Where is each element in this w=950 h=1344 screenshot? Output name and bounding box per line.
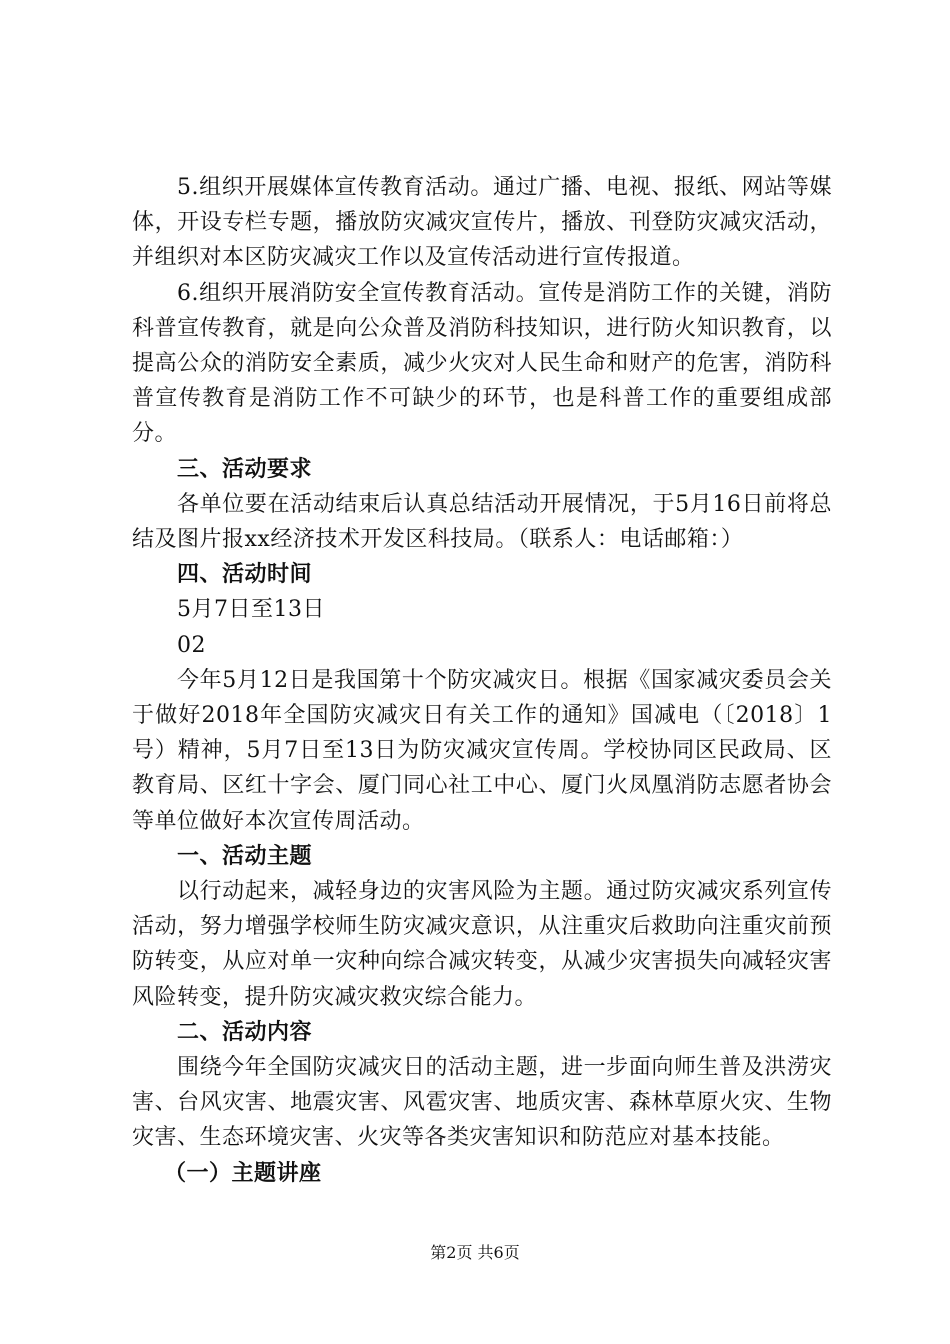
heading-requirements: 三、活动要求	[177, 456, 313, 482]
subheading-lecture: （一）主题讲座	[164, 1160, 322, 1186]
heading-activity-theme: 一、活动主题	[177, 843, 313, 869]
section-number: 02	[177, 632, 206, 658]
paragraph-fire-safety: 6.组织开展消防安全宣传教育活动。宣传是消防工作的关键，消防科普宣传教育，就是向公众普及消防科技知识，进行防火知识教育，以提高公众的消防安全素质，减少火灾对人民生命和财产的危害，消防科普宣传教育是消防工作不可缺少的环节，也是科普工作的重要组成部分。	[132, 280, 832, 447]
paragraph-intro: 今年5月12日是我国第十个防灾减灾日。根据《国家减灾委员会关于做好2018年全国防灾减灾日有关工作的通知》国减电（〔2018〕1号）精神，5月7日至13日为防灾减灾宣传周。学校协同区民政局、区教育局、区红十字会、厦门同心社工中心、厦门火凤凰消防志愿者协会等单位做好本次宣传周活动。	[132, 667, 832, 834]
document-body	[132, 170, 832, 1191]
paragraph-media-campaign: 5.组织开展媒体宣传教育活动。通过广播、电视、报纸、网站等媒体，开设专栏专题，播放防灾减灾宣传片，播放、刊登防灾减灾活动，并组织对本区防灾减灾工作以及宣传活动进行宣传报道。	[132, 175, 832, 271]
paragraph-content: 围绕今年全国防灾减灾日的活动主题，进一步面向师生普及洪涝灾害、台风灾害、地震灾害、风雹灾害、地质灾害、森林草原火灾、生物灾害、生态环境灾害、火灾等各类灾害知识和防范应对基本技能。	[132, 1055, 832, 1151]
paragraph-time: 5月7日至13日	[177, 597, 325, 623]
heading-activity-content: 二、活动内容	[177, 1019, 313, 1045]
paragraph-theme: 以行动起来，减轻身边的灾害风险为主题。通过防灾减灾系列宣传活动，努力增强学校师生防灾减灾意识，从注重灾后救助向注重灾前预防转变，从应对单一灾种向综合减灾转变，从减少灾害损失向减轻灾害风险转变，提升防灾减灾救灾综合能力。	[132, 879, 832, 1010]
page-footer: 第2页 共6页	[430, 1243, 520, 1262]
paragraph-requirements: 各单位要在活动结束后认真总结活动开展情况，于5月16日前将总结及图片报xx经济技术开发区科技局。（联系人：电话邮箱：）	[132, 491, 832, 553]
heading-activity-time: 四、活动时间	[177, 562, 313, 588]
